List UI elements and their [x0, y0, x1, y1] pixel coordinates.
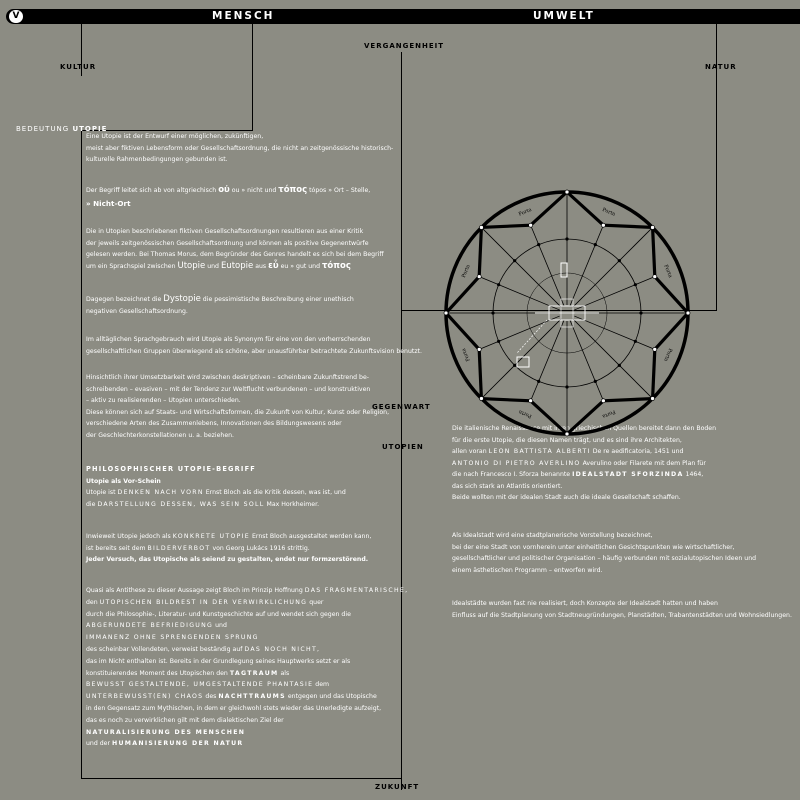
piazza: [618, 364, 621, 367]
label-bedeutung: BEDEUTUNG UTOPIE: [16, 125, 108, 133]
label-utopien: UTOPIEN: [382, 443, 424, 451]
bloch-text: Quasi als Antithese zu dieser Aussage zeigt Bloch im Prinzip Hoffnung DAS FRAGMENTARISCHE, den UTOPISCHEN BILDREST IN DER VERWIRKLICHUNG quer durch die Philosophie-, Literatur- und Kunstgeschichte auf und wendet sich gegen die ABGERUNDETE BEFRIEDIGUNG und IMMANENZ OHNE SPRENGENDEN SPRUNG des scheinbar Vollendeten, verweist beständig auf DAS NOCH NICHT, das im Nicht enthalten ist. Bereits in der Grundlegung seines Hauptwerks setzt er als konstituierendes Moment des Utopischen den TAGTRAUM als BEWUSST GESTALTENDE, UMGESTALTENDE PHANTASIE dem UNTERBEWUSST(EN) CHAOS des NACHTTRAUMS entgegen und das Utopische in den Gegensatz zum Mythischen, in dem er gleichwohl stets wieder das Unerledigte aufzeigt, das es noch zu verwirklichen gilt mit dem dialektischen Ziel der NATURALISIERUNG DES MENSCHEN und der HUMANISIERUNG DER NATUR: [86, 587, 409, 748]
piazza: [565, 385, 568, 388]
label-natur: NATUR: [705, 63, 737, 71]
etymology-text: Der Begriff leitet sich ab von altgriechisch οὐ ou » nicht und τόπος tópos » Ort – Stelle, » Nicht-Ort: [86, 185, 371, 208]
piazza: [639, 311, 642, 314]
line-natur-vertical: [716, 76, 717, 311]
header-bar: [6, 9, 800, 24]
gate-label: Porta: [662, 347, 674, 363]
tower: [565, 432, 569, 436]
tower: [479, 225, 483, 229]
tower: [651, 225, 655, 229]
tower: [653, 347, 657, 351]
building-north: [561, 263, 567, 277]
piazza: [634, 340, 637, 343]
definition-text: Eine Utopie ist der Entwurf einer möglichen, zukünftigen, meist aber fiktiven Lebensform oder Gesellschaftsordnung, die nicht an zeitgenössische historisch- kulturelle Rahmenbedingungen gebunden ist.: [86, 133, 394, 163]
sforzinda-plan: [437, 183, 697, 443]
philosophie-section: PHILOSOPHISCHER UTOPIE-BEGRIFF Utopie als Vor-Schein Utopie ist DENKEN NACH VORN Ernst Bloch als die Kritik dessen, was ist, und die DARSTELLUNG DESSEN, WAS SEIN SOLL Max Horkheimer.: [86, 465, 346, 508]
line-mensch: [252, 24, 253, 130]
tower: [686, 311, 690, 315]
piazza: [497, 283, 500, 286]
dystopie-text: Dagegen bezeichnet die Dystopie die pessimistische Beschreibung einer unethisch negativen Gesellschaftsordnung.: [86, 294, 354, 315]
renaissance-text: Die italienische Renaissance mit ihren griechischen Quellen bereitet dann den Boden für die erste Utopie, die diesen Namen trägt, und es sind ihre Architekten, allen voran LEON BATTISTA ALBERTI De re aedificatoria, 1451 und ANTONIO DI PIETRO AVERLINO Averulino oder Filarete mit dem Plan für die nach Francesco I. Sforza benannte IDEALSTADT SFORZINDA 1464, das sich stark an Atlantis orientiert. Beide wollten mit der idealen Stadt auch die ideale Gesellschaft schaffen.: [452, 425, 717, 501]
piazza: [513, 364, 516, 367]
piazza: [634, 283, 637, 286]
gate-label: Porta: [601, 206, 617, 218]
konkrete-utopie-text: Inwieweit Utopie jedoch als KONKRETE UTOPIE Ernst Bloch ausgestaltet werden kann, ist bereits seit dem BILDERVERBOT von Georg Lukács 1916 strittig. Jeder Versuch, das Utopische als seiend zu gestalten, endet nur formzerstörend.: [86, 533, 372, 563]
radial-street: [481, 227, 561, 307]
piazza: [594, 380, 597, 383]
bracket-bottom: [81, 778, 402, 779]
tower: [477, 347, 481, 351]
tower: [444, 311, 448, 315]
chapter-badge: V: [9, 10, 23, 23]
piazza: [537, 243, 540, 246]
piazza: [497, 340, 500, 343]
tower: [653, 275, 657, 279]
sprachgebrauch-text: Im alltäglichen Sprachgebrauch wird Utopie als Synonym für eine von den vorherrschenden gesellschaftlichen Gruppen überwiegend als schöne, aber unausführbar betrachtete Zukunftsvision benutzt.: [86, 336, 422, 355]
idealstadt-text: Als Idealstadt wird eine stadtplanerische Vorstellung bezeichnet, bei der eine Stadt von vornherein unter einheitlichen Gesichtspunkten wie wirtschaftlicher, gesellschaftlicher und politischer Organisation – häufig verbunden mit sozialutopischen Ideen und einem ästhetischen Programm – entworfen wird.: [452, 532, 757, 574]
tower: [601, 223, 605, 227]
piazza: [594, 243, 597, 246]
title-umwelt: UMWELT: [533, 10, 595, 22]
label-vergangenheit: VERGANGENHEIT: [364, 42, 445, 50]
tower: [479, 397, 483, 401]
gate-label: Porta: [460, 263, 472, 279]
piazza: [513, 259, 516, 262]
tower: [651, 397, 655, 401]
title-mensch: MENSCH: [212, 10, 275, 22]
building-south: [517, 357, 529, 367]
radial-street: [481, 319, 561, 399]
label-gegenwart: GEGENWART: [372, 403, 431, 411]
gate-label: Porta: [601, 408, 617, 420]
realisierung-text: Idealstädte wurden fast nie realisiert, doch Konzepte der Idealstadt hatten und haben Einfluss auf die Stadtplanung von Stadtneugründungen, Planstädten, Trabantenstädten und Wohnsiedlungen.: [452, 600, 792, 619]
tower: [565, 190, 569, 194]
gate-label: Porta: [460, 347, 472, 363]
gate-label: Porta: [517, 206, 533, 218]
label-zukunft: ZUKUNFT: [375, 783, 420, 791]
piazza: [491, 311, 494, 314]
label-kultur: KULTUR: [60, 63, 97, 71]
tower: [529, 223, 533, 227]
tower: [477, 275, 481, 279]
piazza: [537, 380, 540, 383]
tower: [529, 399, 533, 403]
piazza: [565, 237, 568, 240]
radial-street: [573, 227, 653, 307]
tower: [601, 399, 605, 403]
morus-text: Die in Utopien beschriebenen fiktiven Gesellschaftsordnungen resultieren aus einer Kritik der jeweils zeitgenössischen Gesellschaftsordnung und können als positive Gegenentwürfe gelesen werden. Bei Thomas Morus, dem Begründer des Genres handelt es sich bei dem Begriff um ein Sprachspiel zwischen Utopie und Eutopie aus εὖ eu » gut und τόπος: [86, 228, 384, 271]
bracket-left: [81, 130, 82, 778]
piazza: [618, 259, 621, 262]
gate-label: Porta: [662, 263, 674, 279]
radial-street: [573, 319, 653, 399]
gate-label: Porta: [517, 408, 533, 420]
umsetzbarkeit-text: Hinsichtlich ihrer Umsetzbarkeit wird zwischen deskriptiven – scheinbare Zukunftstrend be- schreibenden – evasiven – mit der Tendenz zur Weltflucht verbundenen – und konstruktiven – aktiv zu realisierenden – Utopien unterschieden. Diese können sich auf Staats- und Wirtschaftsformen, die Zukunft von Kultur, Kunst oder Religion, verschiedene Arten des Zusammenlebens, Innovationen des Bildungswesens oder der Geschlechterkonstellationen u. a. beziehen.: [86, 374, 390, 439]
